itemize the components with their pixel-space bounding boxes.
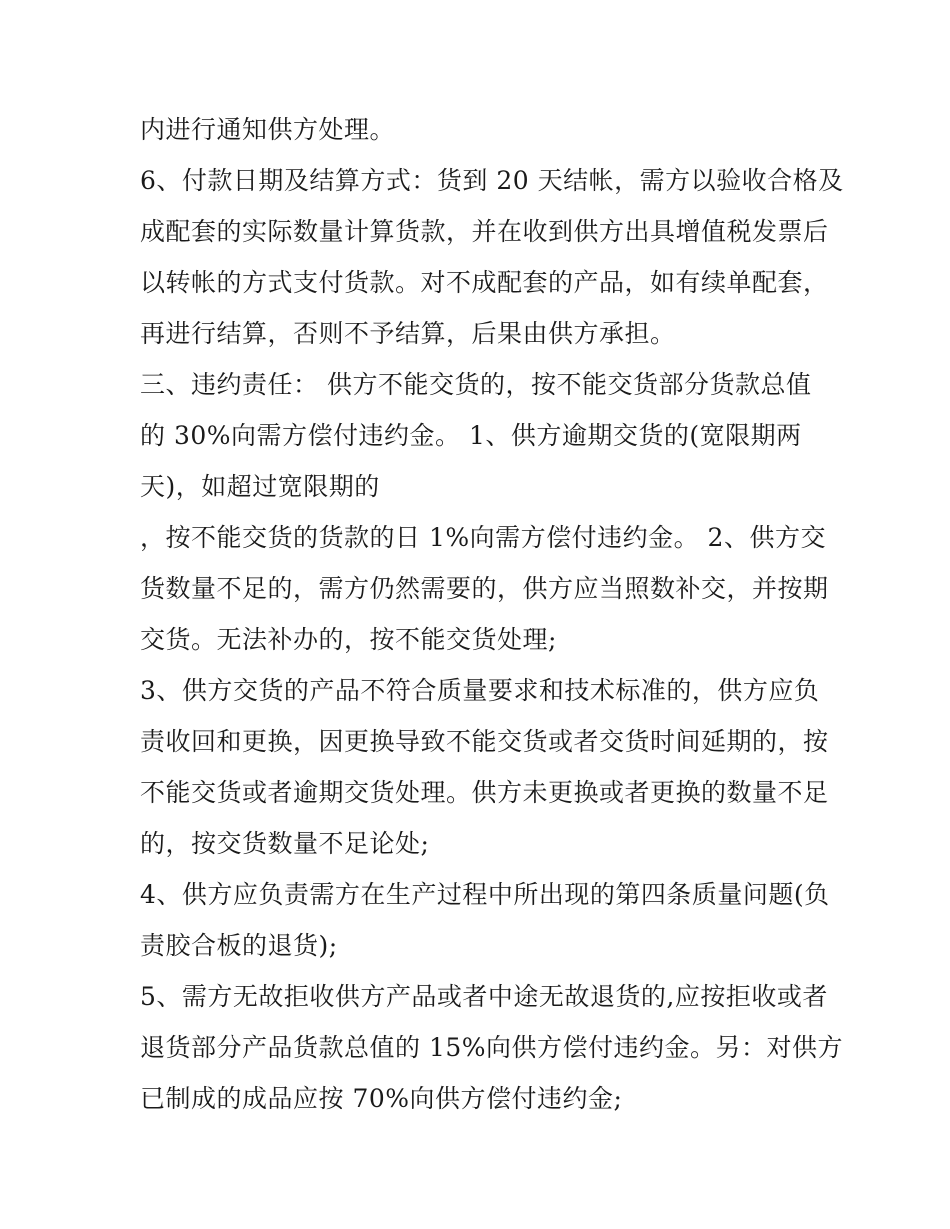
text-line: 3、供方交货的产品不符合质量要求和技术标准的，供方应负 xyxy=(140,676,820,705)
text-line: ，按不能交货的货款的日 1%向需方偿付违约金。 2、供方交 xyxy=(140,523,826,552)
text-line: 三、违约责任： 供方不能交货的，按不能交货部分货款总值 xyxy=(140,370,812,399)
text-line: 退货部分产品货款总值的 15%向供方偿付违约金。另：对供方 xyxy=(140,1033,844,1062)
text-line: 天)，如超过宽限期的 xyxy=(140,472,380,501)
text-line: 的 30%向需方偿付违约金。 1、供方逾期交货的(宽限期两 xyxy=(140,421,802,450)
text-line: 已制成的成品应按 70%向供方偿付违约金; xyxy=(140,1084,623,1113)
text-line: 6、付款日期及结算方式：货到 20 天结帐，需方以验收合格及 xyxy=(140,166,844,195)
text-line: 不能交货或者逾期交货处理。供方未更换或者更换的数量不足 xyxy=(140,778,829,807)
text-line: 责收回和更换，因更换导致不能交货或者交货时间延期的，按 xyxy=(140,727,829,756)
text-line: 交货。无法补办的，按不能交货处理; xyxy=(140,625,557,654)
text-line: 的，按交货数量不足论处; xyxy=(140,829,430,858)
text-line: 再进行结算，否则不予结算，后果由供方承担。 xyxy=(140,319,676,348)
text-line: 4、供方应负责需方在生产过程中所出现的第四条质量问题(负 xyxy=(140,880,830,909)
text-line: 成配套的实际数量计算货款，并在收到供方出具增值税发票后 xyxy=(140,217,829,246)
text-line: 以转帐的方式支付货款。对不成配套的产品，如有续单配套， xyxy=(140,268,829,297)
text-line: 责胶合板的退货); xyxy=(140,931,338,960)
text-line: 内进行通知供方处理。 xyxy=(140,115,396,144)
text-line: 货数量不足的，需方仍然需要的，供方应当照数补交，并按期 xyxy=(140,574,829,603)
text-line: 5、需方无故拒收供方产品或者中途无故退货的,应按拒收或者 xyxy=(140,982,828,1011)
